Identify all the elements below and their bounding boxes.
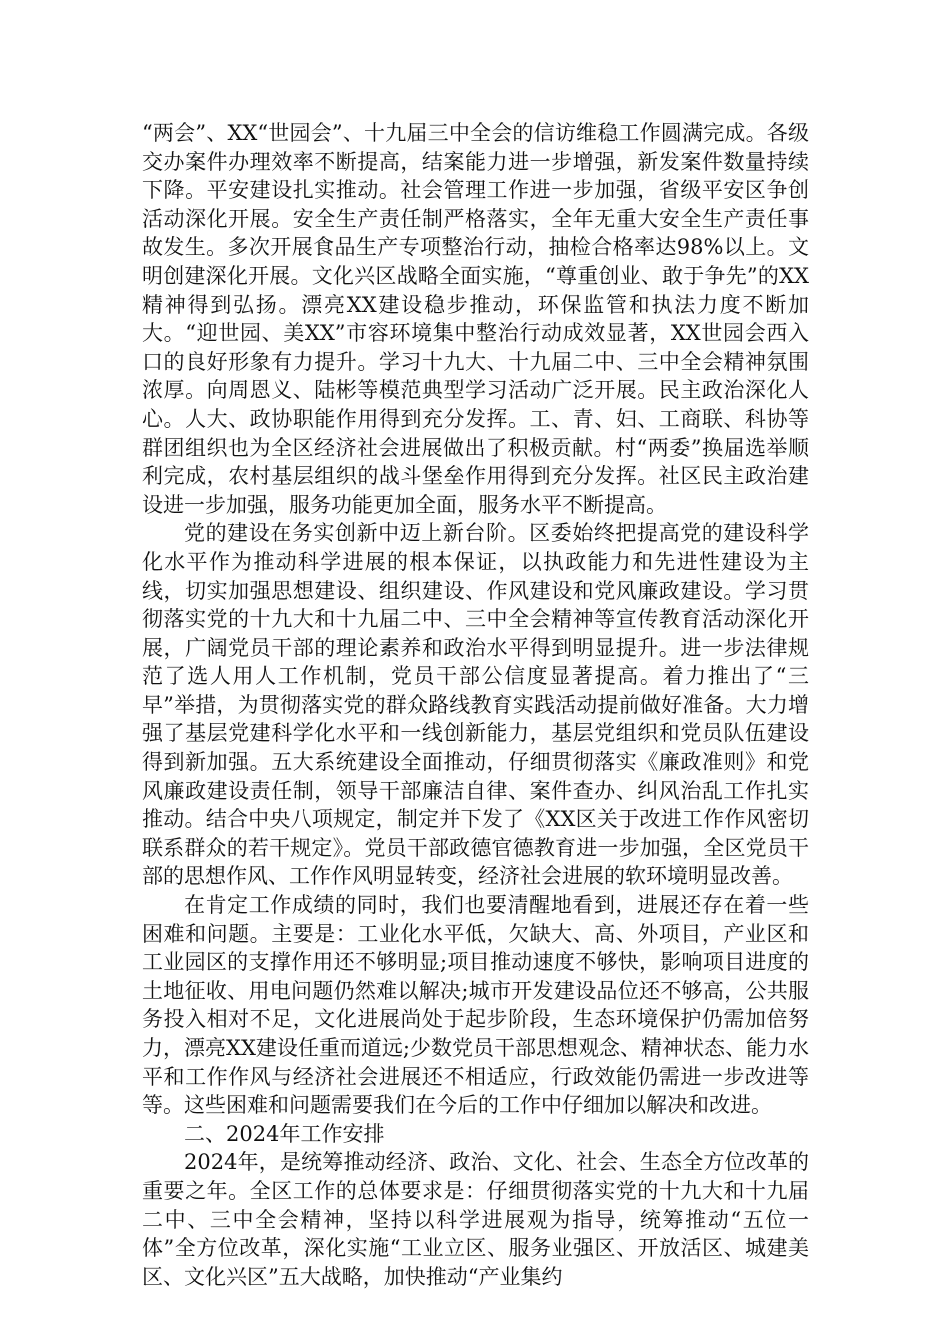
paragraph-work-review-continued: “两会”、XX“世园会”、十九届三中全会的信访维稳工作圆满完成。各级交办案件办理效率不断提高，结案能力进一步增强，新发案件数量持续下降。平安建设扎实推动。社会管理工作进一步加强，省级平安区争创活动深化开展。安全生产责任制严格落实，全年无重大安全生产责任事故发生。多次开展食品生产专项整治行动，抽检合格率达98%以上。文明创建深化开展。文化兴区战略全面实施，“尊重创业、敢于争先”的XX精神得到弘扬。漂亮XX建设稳步推动，环保监管和执法力度不断加大。“迎世园、美XX”市容环境集中整治行动成效显著，XX世园会西入口的良好形象有力提升。学习十九大、十九届二中、三中全会精神氛围浓厚。向周恩义、陆彬等模范典型学习活动广泛开展。民主政治深化人心。人大、政协职能作用得到充分发挥。工、青、妇、工商联、科协等群团组织也为全区经济社会进展做出了积极贡献。村“两委”换届选举顺利完成，农村基层组织的战斗堡垒作用得到充分发挥。社区民主政治建设进一步加强，服务功能更加全面，服务水平不断提高。 [142, 121, 809, 517]
paragraph-problems: 在肯定工作成绩的同时，我们也要清醒地看到，进展还存在着一些困难和问题。主要是：工业化水平低，欠缺大、高、外项目，产业区和工业园区的支撑作用还不够明显;项目推动速度不够快，影响项目进度的土地征收、用电问题仍然难以解决;城市开发建设品位还不够高，公共服务投入相对不足，文化进展尚处于起步阶段，生态环境保护仍需加倍努力，漂亮XX建设任重而道远;少数党员干部思想观念、精神状态、能力水平和工作作风与经济社会进展还不相适应，行政效能仍需进一步改进等等。这些困难和问题需要我们在今后的工作中仔细加以解决和改进。 [142, 893, 809, 1118]
paragraph-2024-overview: 2024年，是统筹推动经济、政治、文化、社会、生态全方位改革的重要之年。全区工作的总体要求是：仔细贯彻落实党的十九大和十九届二中、三中全会精神，坚持以科学进展观为指导，统筹推动“五位一体”全方位改革，深化实施“工业立区、服务业强区、开放活区、城建美区、文化兴区”五大战略，加快推动“产业集约 [142, 1150, 809, 1289]
section-heading-2024-plan: 二、2024年工作安排 [184, 1121, 385, 1146]
document-body [142, 119, 809, 1291]
paragraph-party-building: 党的建设在务实创新中迈上新台阶。区委始终把提高党的建设科学化水平作为推动科学进展的根本保证，以执政能力和先进性建设为主线，切实加强思想建设、组织建设、作风建设和党风廉政建设。学习贯彻落实党的十九大和十九届二中、三中全会精神等宣传教育活动深化开展，广阔党员干部的理论素养和政治水平得到明显提升。进一步法律规范了选人用人工作机制，党员干部公信度显著提高。着力推出了“三早”举措，为贯彻落实党的群众路线教育实践活动提前做好准备。大力增强了基层党建科学化水平和一线创新能力，基层党组织和党员队伍建设得到新加强。五大系统建设全面推动，仔细贯彻落实《廉政准则》和党风廉政建设责任制，领导干部廉洁自律、案件查办、纠风治乱工作扎实推动。结合中央八项规定，制定并下发了《XX区关于改进工作作风密切联系群众的若干规定》。党员干部政德官德教育进一步加强，全区党员干部的思想作风、工作作风明显转变，经济社会进展的软环境明显改善。 [142, 521, 809, 889]
